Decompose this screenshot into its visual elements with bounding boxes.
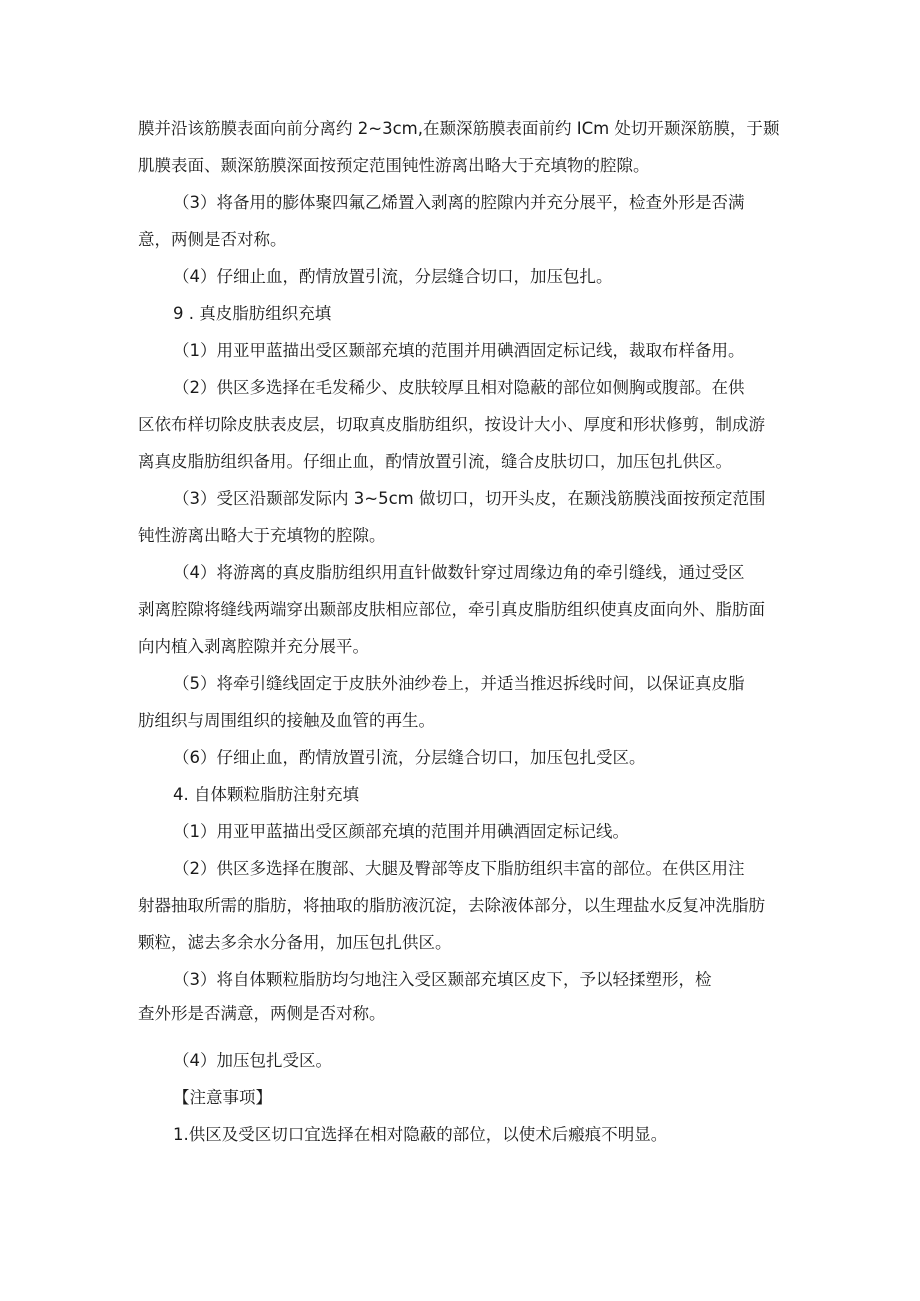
section-heading: 4. 自体颗粒脂肪注射充填 [173,785,359,804]
text-line: 1.供区及受区切口宜选择在相对隐蔽的部位，以使术后瘢痕不明显。 [173,1125,668,1144]
text-line: （2）供区多选择在毛发稀少、皮肤较厚且相对隐蔽的部位如侧胸或腹部。在供 [173,378,745,397]
text-line: （3）将备用的膨体聚四氟乙烯置入剥离的腔隙内并充分展平，检查外形是否满 [173,193,745,212]
text-line: 钝性游离出略大于充填物的腔隙。 [138,526,386,545]
text-line: 肌膜表面、颞深筋膜深面按预定范围钝性游离出略大于充填物的腔隙。 [138,156,650,175]
text-line: （3）受区沿颞部发际内 3~5cm 做切口，切开头皮，在颞浅筋膜浅面按预定范围 [173,489,766,508]
text-line: 意，两侧是否对称。 [138,230,287,249]
text-line: 颗粒，滤去多余水分备用，加压包扎供区。 [138,933,452,952]
text-line: 膜并沿该筋膜表面向前分离约 2~3cm,在颞深筋膜表面前约 ICm 处切开颞深筋膜，于颞 [138,119,780,138]
text-line: 剥离腔隙将缝线两端穿出颞部皮肤相应部位，牵引真皮脂肪组织使真皮面向外、脂肪面 [138,600,765,619]
section-heading: 【注意事项】 [173,1088,272,1107]
text-line: （1）用亚甲蓝描出受区颞部充填的范围并用碘酒固定标记线，裁取布样备用。 [173,341,745,360]
text-line: 向内植入剥离腔隙并充分展平。 [138,637,369,656]
text-line: 射器抽取所需的脂肪，将抽取的脂肪液沉淀，去除液体部分，以生理盐水反复冲洗脂肪 [138,896,765,915]
text-line: （3）将自体颗粒脂肪均匀地注入受区颞部充填区皮下，予以轻揉塑形，检 [173,970,712,989]
text-line: 离真皮脂肪组织备用。仔细止血，酌情放置引流，缝合皮肤切口，加压包扎供区。 [138,452,732,471]
text-line: （1）用亚甲蓝描出受区颜部充填的范围并用碘酒固定标记线。 [173,822,629,841]
text-line: 肪组织与周围组织的接触及血管的再生。 [138,711,435,730]
text-line: （4）仔细止血，酌情放置引流，分层缝合切口，加压包扎。 [173,267,613,286]
text-line: 查外形是否满意，两侧是否对称。 [138,1004,386,1023]
text-line: （6）仔细止血，酌情放置引流，分层缝合切口，加压包扎受区。 [173,748,646,767]
text-line: 区依布样切除皮肤表皮层，切取真皮脂肪组织，按设计大小、厚度和形状修剪，制成游 [138,415,765,434]
text-line: （2）供区多选择在腹部、大腿及臀部等皮下脂肪组织丰富的部位。在供区用注 [173,859,745,878]
text-line: （4）将游离的真皮脂肪组织用直针做数针穿过周缘边角的牵引缝线，通过受区 [173,563,745,582]
section-heading: 9 . 真皮脂肪组织充填 [173,304,332,323]
text-line: （4）加压包扎受区。 [173,1051,332,1070]
text-line: （5）将牵引缝线固定于皮肤外油纱卷上，并适当推迟拆线时间，以保证真皮脂 [173,674,745,693]
